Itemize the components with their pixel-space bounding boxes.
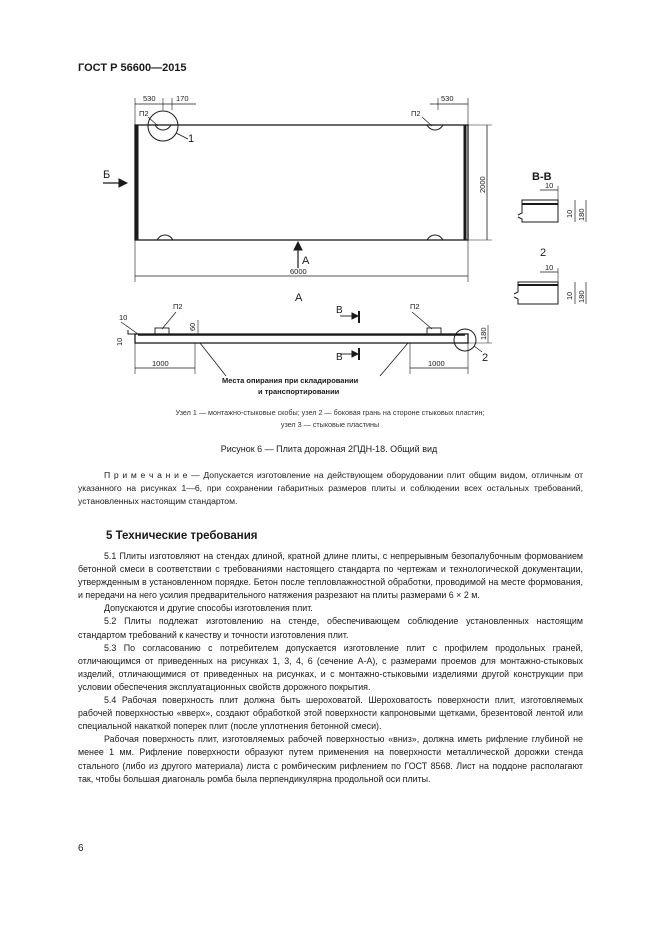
- dim-10-a: 10: [545, 181, 554, 190]
- elev-v-bottom: В: [336, 352, 343, 363]
- view-label-a: А: [295, 292, 303, 304]
- dim-10-b: 10: [565, 209, 574, 218]
- paragraph: 5.1 Плиты изготовляют на стендах длиной, кратной длине плиты, с непрерывным безопалубочным формованием бетонной смеси в соответствии с требованиями настоящего стандарта по чертежам и технологической документации, утвержденным в установленном порядке. Бетон после тепловлажностной обработки, проводимой на месте формования, и передачи на него усилия предварительного натяжения разрезают на плиты размерами 6 × 2 м.: [78, 551, 583, 601]
- node-circle-1: [148, 111, 178, 141]
- arrow-head: [352, 351, 358, 357]
- paragraph: Допускаются и другие способы изготовления плит.: [104, 603, 313, 614]
- body-text: [78, 550, 583, 786]
- dim-10-d: 10: [565, 291, 574, 300]
- elevation-hook: [128, 330, 135, 334]
- figure-drawing: [0, 0, 661, 400]
- paragraph: 5.3 По согласованию с потребителем допускается изготовление плит с профилем продольных граней, отличающимся от приведенных на рисунках 1, 3, 4, 6 (сечение А-А), с размерами проемов для монтажно-стыковых изделий, отличающимися от приведенных на рисунках, и с монтажно-стыковыми изделиями другой конструкции при условии обеспечения эксплуатационных свойств дорожного покрытия.: [78, 642, 583, 692]
- paragraph: 5.4 Рабочая поверхность плит должна быть шероховатой. Шероховатость поверхности плит, изготовляемых рабочей поверхностью «вверх», создают обработкой этой поверхности капроновыми щетками, брезентовой лентой или специальной накаткой поперек плит (после уплотнения бетонной смеси).: [78, 695, 583, 732]
- dim-2000: 2000: [478, 176, 487, 193]
- section-vv-label: В-В: [532, 171, 552, 183]
- document-header: ГОСТ Р 56600—2015: [78, 62, 187, 74]
- node-1-label: 1: [188, 133, 195, 145]
- bracket-notch: [427, 125, 443, 130]
- arrow-head: [119, 179, 127, 187]
- section-2-label: 2: [540, 247, 547, 259]
- figure-legend: [100, 407, 560, 431]
- legend-line: Узел 1 — монтажно-стыковые скобы; узел 2 — боковая грань на стороне стыковых пластин;: [175, 408, 485, 417]
- dim-530-right: 530: [441, 94, 454, 103]
- figure-caption: Рисунок 6 — Плита дорожная 2ПДН-18. Общий вид: [220, 444, 438, 454]
- bracket-notch: [157, 235, 173, 240]
- elev-2-label: 2: [482, 352, 489, 364]
- note-text: — Допускается изготовление на действующем оборудовании плит общим видом, отличным от указанного на рисунках 1—6, при сохранении габаритных размеров плиты и соблюдении всех остальных требований, установленных настоящим стандартом.: [78, 470, 584, 507]
- node-circle-2: [454, 329, 476, 351]
- legend-line: узел 3 — стыковые пластины: [280, 420, 380, 429]
- leader-line: [412, 312, 432, 329]
- node-p2-right: П2: [411, 109, 421, 118]
- support-line: [200, 343, 226, 376]
- dim-6000: 6000: [290, 267, 307, 276]
- elev-180: 180: [479, 327, 488, 340]
- label-b-arrow: Б: [103, 169, 111, 181]
- elev-60: 60: [188, 322, 197, 331]
- dim-530-left: 530: [143, 94, 156, 103]
- section-heading: 5 Технические требования: [106, 530, 258, 542]
- leader-line: [176, 133, 188, 139]
- elev-p2-right: П2: [410, 302, 420, 311]
- dim-10-c: 10: [545, 263, 554, 272]
- dim-1000-left: 1000: [152, 359, 169, 368]
- dim-1000-right: 1000: [428, 359, 445, 368]
- dim-180-a: 180: [577, 208, 586, 221]
- dim-170: 170: [176, 94, 189, 103]
- elev-v-top: В: [336, 305, 343, 316]
- support-text-2: и транспортировании: [258, 387, 340, 396]
- leader-line: [121, 322, 138, 334]
- elev-10-side: 10: [115, 337, 124, 346]
- note-label: П р и м е ч а н и е: [104, 470, 188, 480]
- label-a-arrow: А: [302, 255, 310, 267]
- paragraph: Рабочая поверхность плит, изготовляемых рабочей поверхностью «вниз», должна иметь рифление глубиной не менее 1 мм. Рифление поверхности образуют путем применения на поверхности металлической дорожки стенда стального (либо из другого материала) листа с ромбическим рифлением по ГОСТ 8568. Лист на поддоне располагают так, чтобы большая диагональ ромба была перпендикулярна продольной оси плиты.: [78, 734, 583, 784]
- dim-180-b: 180: [577, 290, 586, 303]
- arrow-head: [352, 313, 358, 319]
- slab-plan-outline: [135, 125, 468, 240]
- node-p2-left: П2: [139, 109, 149, 118]
- elev-10-top: 10: [119, 313, 128, 322]
- arrow-head: [294, 242, 302, 250]
- elevation-bracket: [427, 328, 441, 334]
- elev-p2-left: П2: [173, 302, 183, 311]
- leader-line: [162, 312, 176, 329]
- support-line: [380, 343, 408, 376]
- paragraph: 5.2 Плиты подлежат изготовлению на стенде, обеспечивающем соблюдение установленных настоящим стандартом требований к качеству и точности изготовления плит.: [78, 616, 583, 640]
- support-text-1: Места опирания при складировании: [222, 376, 359, 385]
- note-block: [78, 469, 583, 509]
- leader-line: [474, 346, 482, 352]
- bracket-notch: [427, 235, 443, 240]
- page-number: 6: [78, 843, 84, 854]
